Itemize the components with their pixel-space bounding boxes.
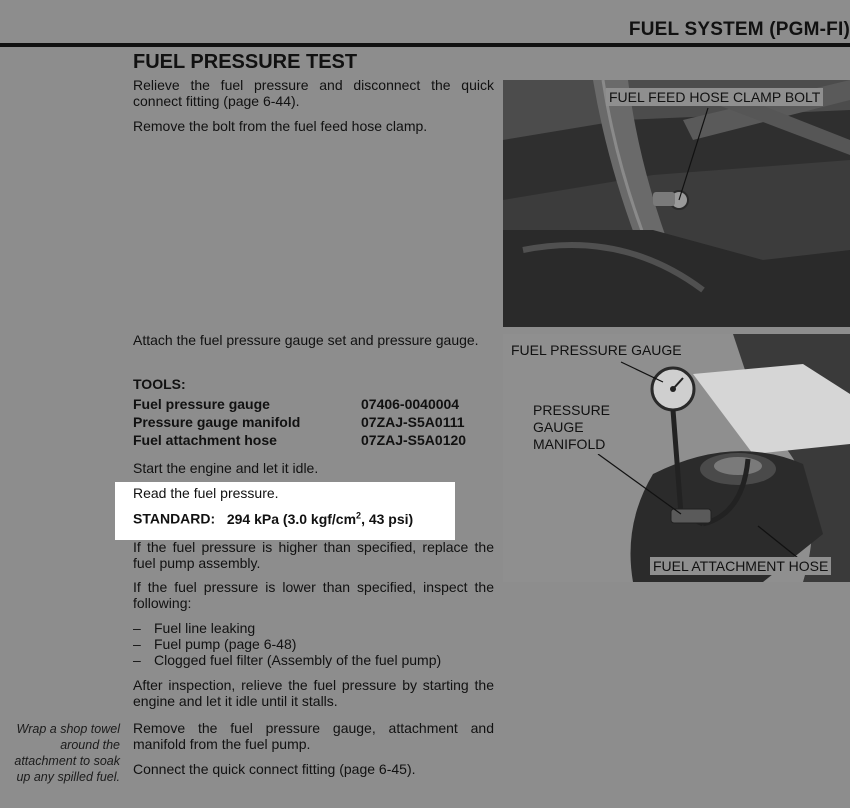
- callout-attachment-hose: FUEL ATTACHMENT HOSE: [650, 557, 831, 575]
- header-title: FUEL SYSTEM (PGM-FI): [628, 19, 850, 40]
- step-after: After inspection, relieve the fuel pressure by starting the engine and let it idle until it stalls.: [133, 677, 494, 709]
- tool-code: 07ZAJ-S5A0111: [361, 414, 465, 430]
- section-title: FUEL PRESSURE TEST: [133, 51, 358, 73]
- tool-name: Fuel pressure gauge: [133, 396, 270, 412]
- callout-pressure-gauge-manifold: PRESSURE GAUGE MANIFOLD: [530, 401, 613, 454]
- photo-gauge-setup-image: [503, 334, 850, 582]
- tool-row: [133, 413, 493, 431]
- tools-heading: TOOLS:: [133, 376, 186, 392]
- side-note: Wrap a shop towel around the attachment to soak up any spilled fuel.: [14, 722, 120, 784]
- photo-hose-clamp-image: [503, 80, 850, 327]
- tool-code: 07ZAJ-S5A0120: [361, 432, 467, 448]
- step-higher: If the fuel pressure is higher than specified, replace the fuel pump assembly.: [133, 539, 494, 571]
- callout-pressure-gauge: FUEL PRESSURE GAUGE: [508, 341, 685, 359]
- step-lower: If the fuel pressure is lower than specified, inspect the following:: [133, 579, 494, 611]
- standard-spec: [133, 510, 413, 527]
- step-remove-gauge: Remove the fuel pressure gauge, attachment and manifold from the fuel pump.: [133, 720, 494, 752]
- step-remove-bolt: Remove the bolt from the fuel feed hose clamp.: [133, 118, 428, 134]
- tool-name: Pressure gauge manifold: [133, 414, 301, 430]
- list-item: – Fuel line leaking: [133, 620, 256, 636]
- tool-code: 07406-0040004: [361, 396, 460, 412]
- photo-fuel-pressure-gauge: [503, 334, 850, 582]
- step-relieve: Relieve the fuel pressure and disconnect the quick connect fitting (page 6-44).: [133, 77, 494, 109]
- step-attach-gauge: Attach the fuel pressure gauge set and pressure gauge.: [133, 332, 479, 348]
- standard-value: 294 kPa (3.0 kgf/$cm^2$, 43 psi): [226, 510, 414, 527]
- step-start-engine: Start the engine and let it idle.: [133, 460, 319, 476]
- step-connect: Connect the quick connect fitting (page 6-45).: [133, 761, 416, 777]
- tool-row: [133, 431, 493, 449]
- step-read-pressure: Read the fuel pressure.: [133, 485, 279, 501]
- header-rule: [0, 43, 850, 47]
- standard-label: STANDARD:: [133, 510, 216, 527]
- callout-clamp-bolt: FUEL FEED HOSE CLAMP BOLT: [606, 88, 823, 106]
- tool-name: Fuel attachment hose: [133, 432, 277, 448]
- list-item: – Clogged fuel filter (Assembly of the fuel pump): [133, 652, 442, 668]
- photo-fuel-hose-clamp: [503, 80, 850, 327]
- list-item: – Fuel pump (page 6-48): [133, 636, 297, 652]
- tool-row: [133, 395, 493, 413]
